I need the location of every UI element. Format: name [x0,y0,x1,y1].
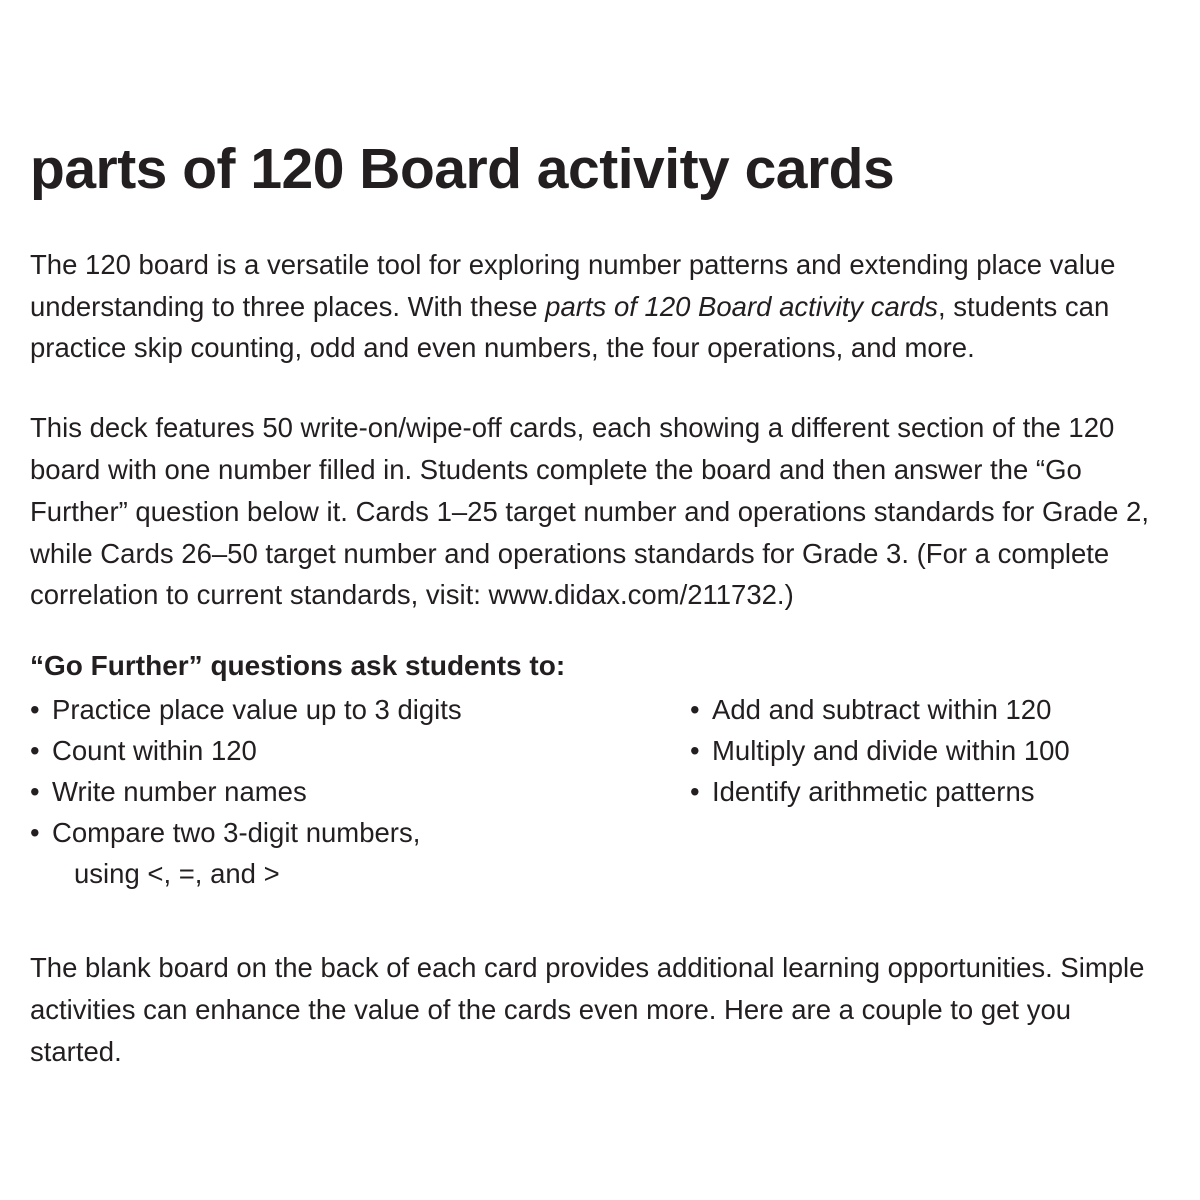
list-item: • Multiply and divide within 100 [690,731,1170,772]
intro-text-before: The 120 board is a versatile tool for exploring number patterns and extending place value understanding to three places. With these [30,248,1116,322]
intro-emphasis: parts of 120 Board activity cards [545,290,939,322]
list-item: • Compare two 3-digit numbers, [30,813,690,854]
page-title: parts of 120 Board activity cards [30,137,895,201]
list-item-continuation: using <, =, and > [74,858,280,890]
bullet-column-left [30,690,690,895]
bullet-list-right [690,690,1170,813]
bullet-list-left [30,690,690,895]
deck-description-paragraph: This deck features 50 write-on/wipe-off cards, each showing a different section of the 120 board with one number filled in. Students complete the board and then answer the “Go Further” question below it. Cards 1–25 target number and operations standards for Grade 2, while Cards 26–50 target number and operations standards for Grade 3. (For a complete correlation to current standards, visit: www.didax.com/211732.) [30,412,1149,611]
go-further-subheading: “Go Further” questions ask students to: [30,650,566,682]
list-item: • Count within 120 [30,731,690,772]
list-item: • Identify arithmetic patterns [690,772,1170,813]
list-item: • Write number names [30,772,690,813]
intro-text-after: , students can practice skip counting, odd and even numbers, the four operations, and more. [30,290,1110,364]
list-item: • Practice place value up to 3 digits [30,690,690,731]
intro-paragraph [30,244,1160,369]
bullet-column-right [690,690,1170,895]
go-further-bullets [30,690,1170,895]
closing-paragraph: The blank board on the back of each card provides additional learning opportunities. Simple activities can enhance the value of the cards even more. Here are a couple to get you started. [30,952,1145,1067]
list-item: • Add and subtract within 120 [690,690,1170,731]
